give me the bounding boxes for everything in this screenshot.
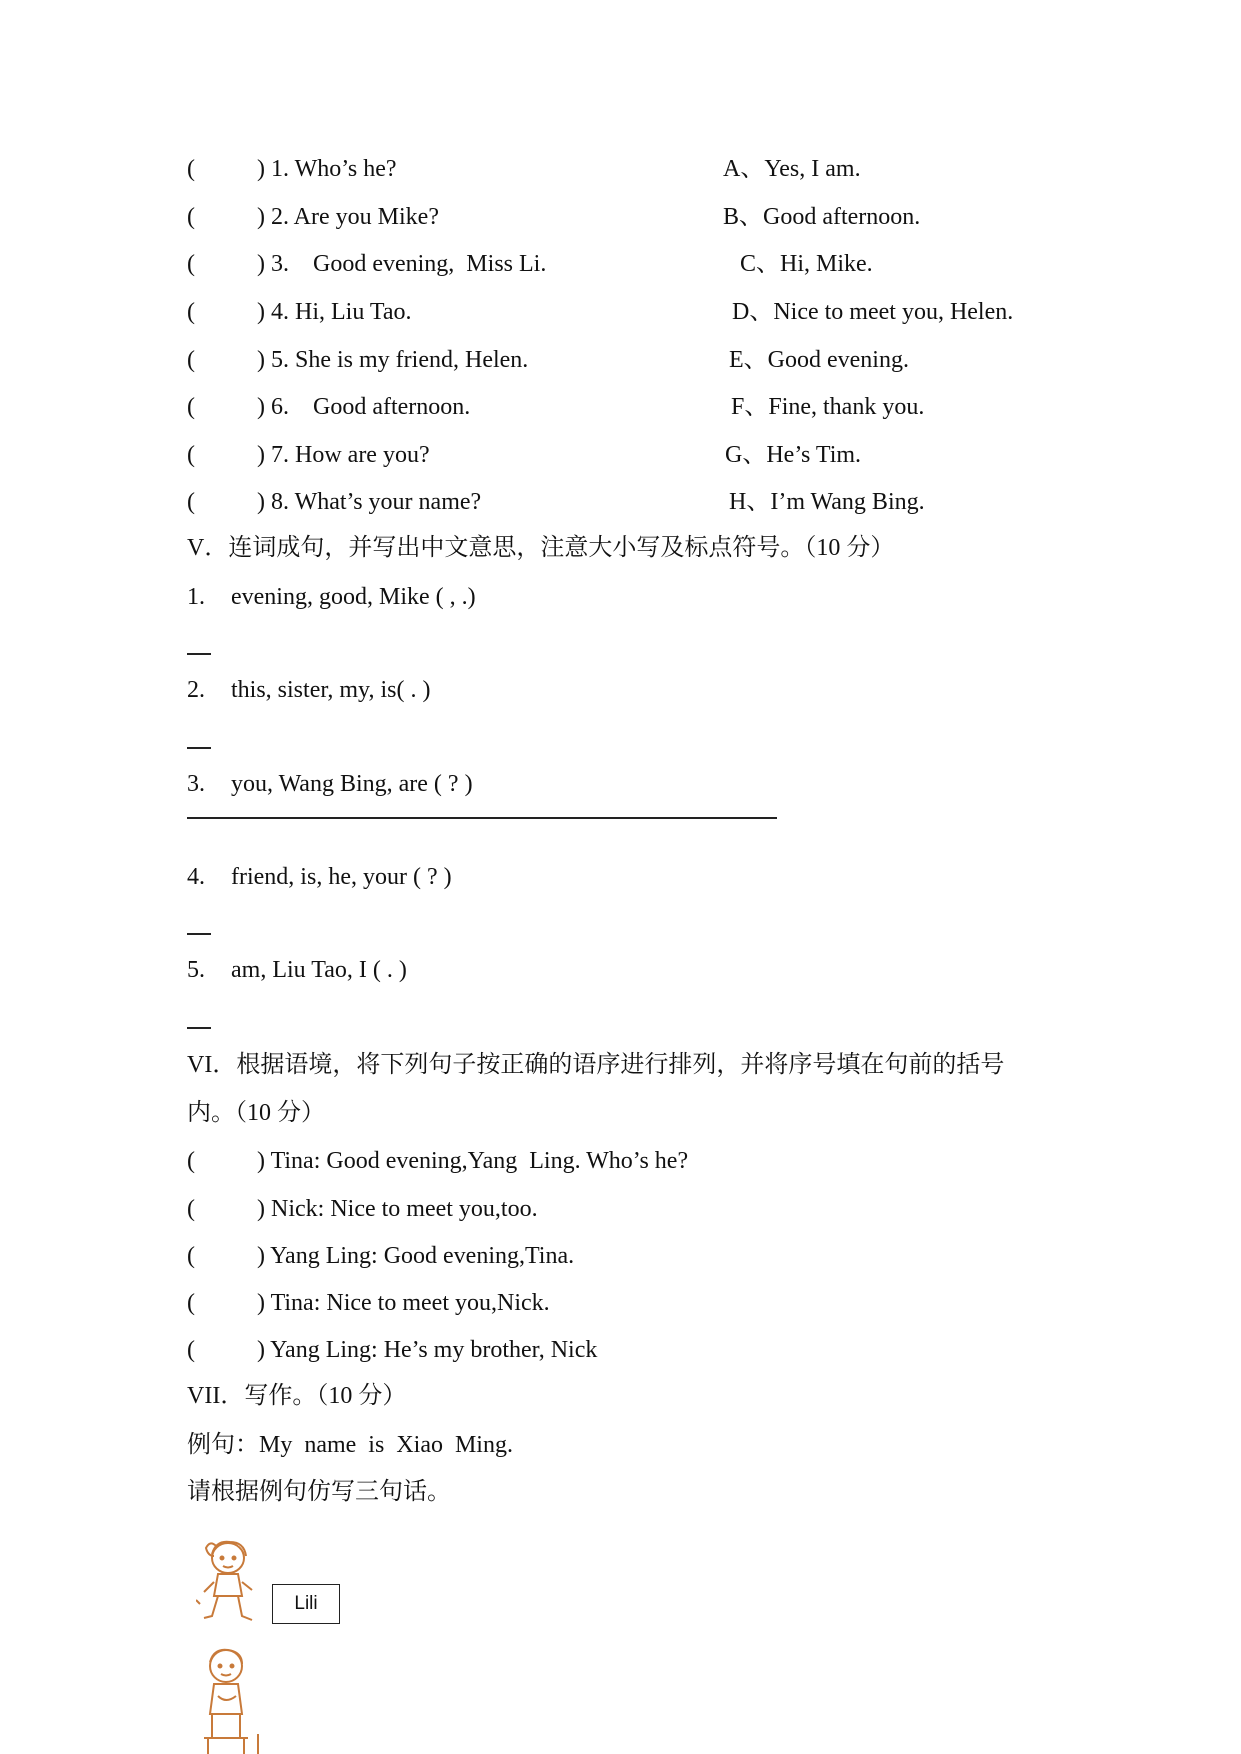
name-label-box: Lili [272,1584,340,1624]
girl-figure-icon [196,1536,266,1636]
section-5-title: V．连词成句，并写出中文意思，注意大小写及标点符号。（10 分） [187,535,895,561]
match-answer-h: H、I’m Wang Bing. [729,489,925,515]
section-6-title-line-2: 内。（10 分） [187,1100,325,1126]
section-7-title: VII．写作。（10 分） [187,1383,407,1409]
section-5-item-4: 4. friend, is, he, your ( ? ) [187,864,452,890]
match-question-7: ( ) 7. How are you? [187,442,430,468]
match-question-6: ( ) 6. Good afternoon. [187,394,471,420]
dialogue-item-1: ( ) Tina: Good evening,Yang Ling. Who’s he? [187,1148,689,1174]
answer-line-4 [187,933,211,935]
section-5-item-1: 1. evening, good, Mike ( , .) [187,584,476,610]
section-5-item-5: 5. am, Liu Tao, I ( . ) [187,957,407,983]
answer-line-3 [187,817,777,819]
match-answer-b: B、Good afternoon. [723,204,921,230]
match-answer-d: D、Nice to meet you, Helen. [732,299,1014,325]
match-answer-a: A、Yes, I am. [723,156,861,182]
example-sentence: 例句：My name is Xiao Ming. [187,1432,513,1458]
section-5-item-3: 3. you, Wang Bing, are ( ? ) [187,771,473,797]
match-answer-e: E、Good evening. [729,347,909,373]
section-6-title-line-1: VI．根据语境，将下列句子按正确的语序进行排列，并将序号填在句前的括号 [187,1052,1005,1078]
dialogue-item-5: ( ) Yang Ling: He’s my brother, Nick [187,1337,598,1363]
match-answer-c: C、Hi, Mike. [740,251,873,277]
answer-line-1 [187,653,211,655]
match-question-4: ( ) 4. Hi, Liu Tao. [187,299,412,325]
match-question-3: ( ) 3. Good evening, Miss Li. [187,251,547,277]
answer-line-2 [187,747,211,749]
match-answer-f: F、Fine, thank you. [731,394,925,420]
match-question-2: ( ) 2. Are you Mike? [187,204,439,230]
section-5-item-2: 2. this, sister, my, is( . ) [187,677,431,703]
match-question-8: ( ) 8. What’s your name? [187,489,482,515]
dialogue-item-3: ( ) Yang Ling: Good evening,Tina. [187,1243,575,1269]
answer-line-5 [187,1027,211,1029]
match-answer-g: G、He’s Tim. [725,442,862,468]
dialogue-item-4: ( ) Tina: Nice to meet you,Nick. [187,1290,550,1316]
match-question-5: ( ) 5. She is my friend, Helen. [187,347,529,373]
match-question-1: ( ) 1. Who’s he? [187,156,397,182]
boy-figure-icon [196,1644,266,1754]
writing-instruction: 请根据例句仿写三句话。 [187,1479,451,1505]
dialogue-item-2: ( ) Nick: Nice to meet you,too. [187,1196,538,1222]
